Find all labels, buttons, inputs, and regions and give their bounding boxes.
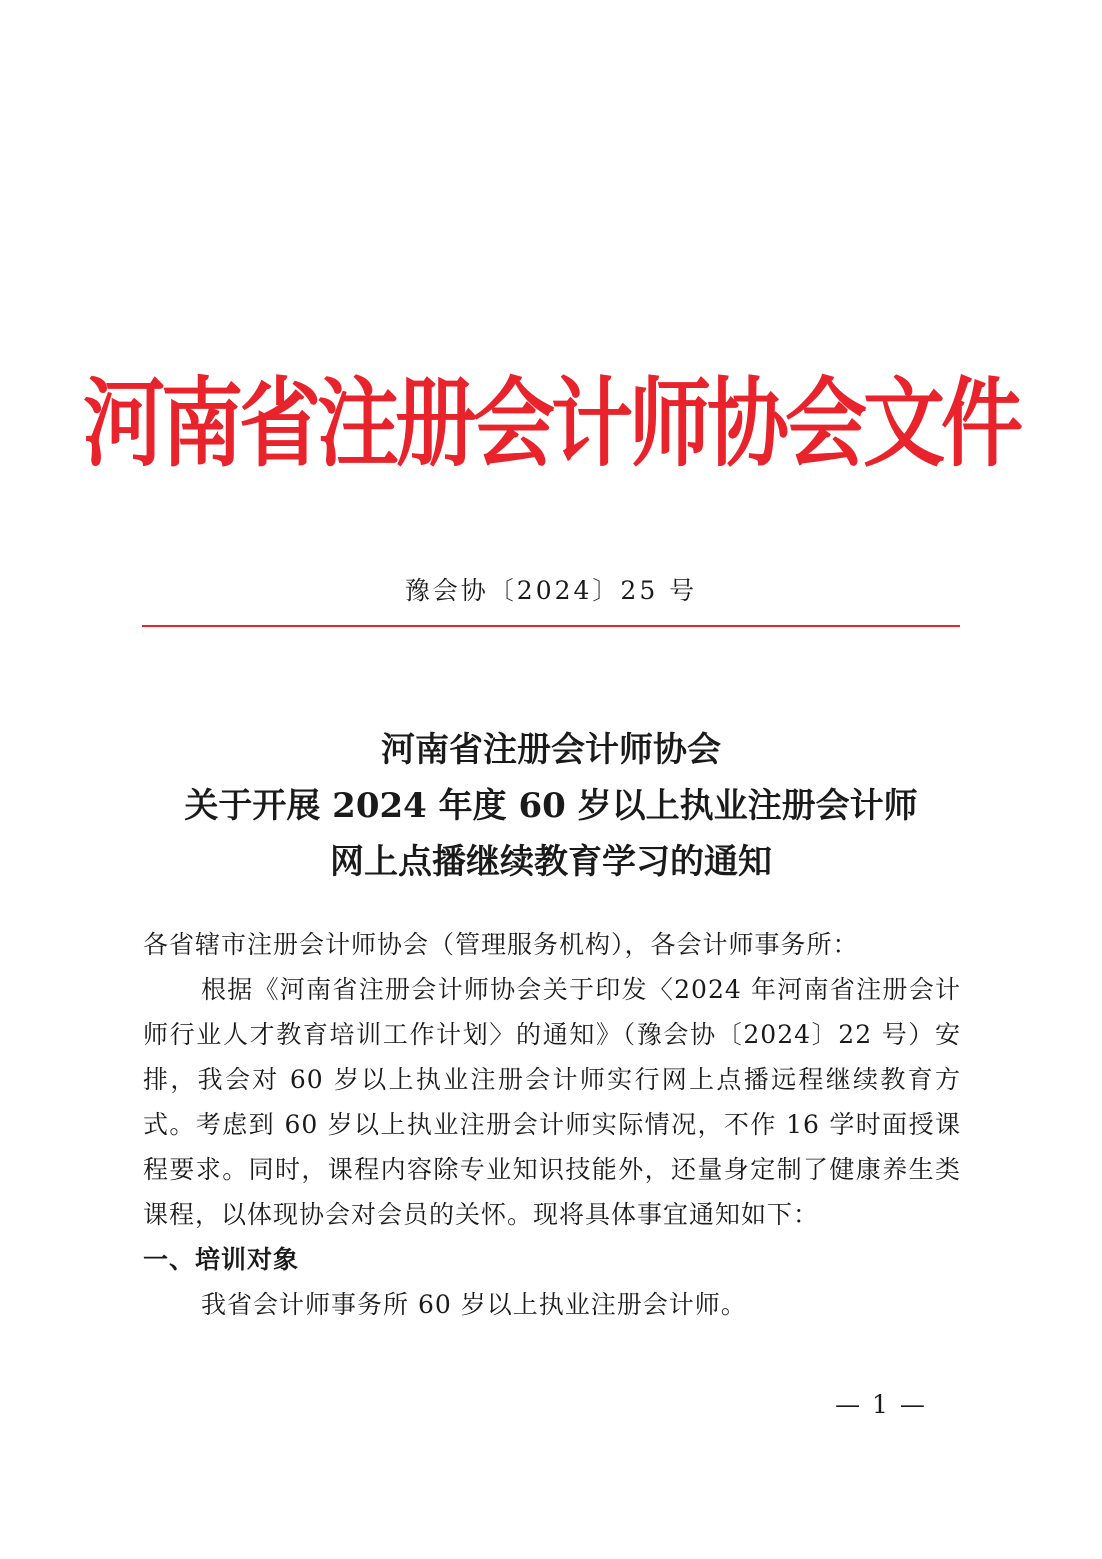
section-paragraph: 我省会计师事务所 60 岁以上执业注册会计师。	[201, 1290, 747, 1319]
notice-title-line-3: 网上点播继续教育学习的通知	[330, 842, 772, 882]
page-number: — 1 —	[835, 1390, 927, 1419]
red-divider	[142, 625, 960, 627]
org-banner-title: 河南省注册会计师协会文件	[82, 368, 1019, 481]
document-number: 豫会协〔2024〕25 号	[404, 576, 698, 605]
section-heading: 一、培训对象	[143, 1245, 300, 1274]
notice-title-line-1: 河南省注册会计师协会	[381, 730, 721, 770]
notice-body	[143, 922, 961, 1327]
notice-title-line-2: 关于开展 2024 年度 60 岁以上执业注册会计师	[184, 786, 918, 826]
salutation: 各省辖市注册会计师协会（管理服务机构），各会计师事务所：	[143, 930, 859, 959]
body-paragraph: 根据《河南省注册会计师协会关于印发〈2024 年河南省注册会计师行业人才教育培训工作计划〉的通知》（豫会协〔2024〕22 号）安排，我会对 60 岁以上执业注册会计师实行网上点播远程继续教育方式。考虑到 60 岁以上执业注册会计师实际情况，不作 16 学时面授课程要求。同时，课程内容除专业知识技能外，还量身定制了健康养生类课程，以体现协会对会员的关怀。现将具体事宜通知如下：	[143, 975, 961, 1229]
notice-title	[0, 722, 1102, 890]
